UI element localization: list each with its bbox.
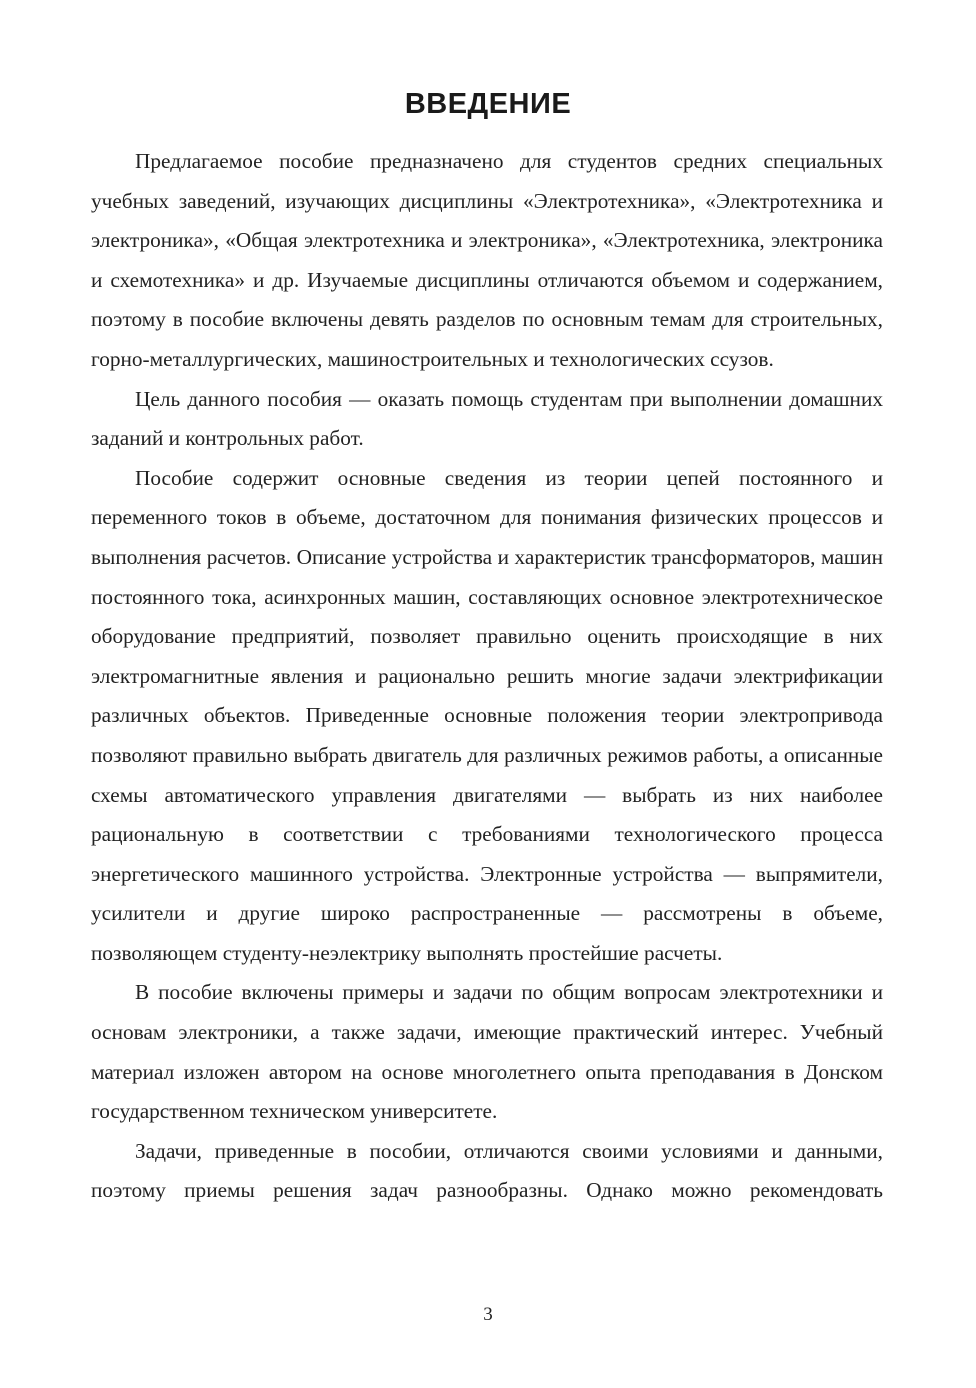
paragraph-5: Задачи, приведенные в пособии, отличаются своими условиями и данными, поэтому приемы решения задач разнообразны. Однако можно рекомендовать [91,1138,883,1203]
paragraph-2: Цель данного пособия — оказать помощь студентам при выполнении домашних заданий и контрольных работ. [91,386,883,451]
body-text [91,142,883,1211]
paragraph-1: Предлагаемое пособие предназначено для студентов средних специальных учебных заведений, изучающих дисциплины «Электротехника», «Электротехника и электроника», «Общая электротехника и электроника», «Электротехника, электроника и схемотехника» и др. Изучаемые дисциплины отличаются объемом и содержанием, поэтому в пособие включены девять разделов по основным темам для строительных, горно-металлургических, машиностроительных и технологических ссузов. [91,149,883,371]
paragraph-4: В пособие включены примеры и задачи по общим вопросам электротехники и основам электроники, а также задачи, имеющие практический интерес. Учебный материал изложен автором на основе многолетнего опыта преподавания в Донском государственном техническом университете. [91,980,883,1124]
paragraph-3: Пособие содержит основные сведения из теории цепей постоянного и переменного токов в объеме, достаточном для понимания физических процессов и выполнения расчетов. Описание устройства и характеристик трансформаторов, машин постоянного тока, асинхронных машин, составляющих основное электротехническое оборудование предприятий, позволяет правильно оценить происходящие в них электромагнитные явления и рационально решить многие задачи электрификации различных объектов. Приведенные основные положения теории электропривода позволяют правильно выбрать двигатель для различных режимов работы, а описанные схемы автоматического управления двигателями — выбрать из них наиболее рациональную в соответствии с требованиями технологического процесса энергетического машинного устройства. Электронные устройства — выпрямители, усилители и другие широко распространенные — рассмотрены в объеме, позволяющем студенту-неэлектрику выполнять простейшие расчеты. [91,465,883,965]
section-heading: ВВЕДЕНИЕ [404,88,572,120]
page-number: 3 [483,1304,493,1325]
